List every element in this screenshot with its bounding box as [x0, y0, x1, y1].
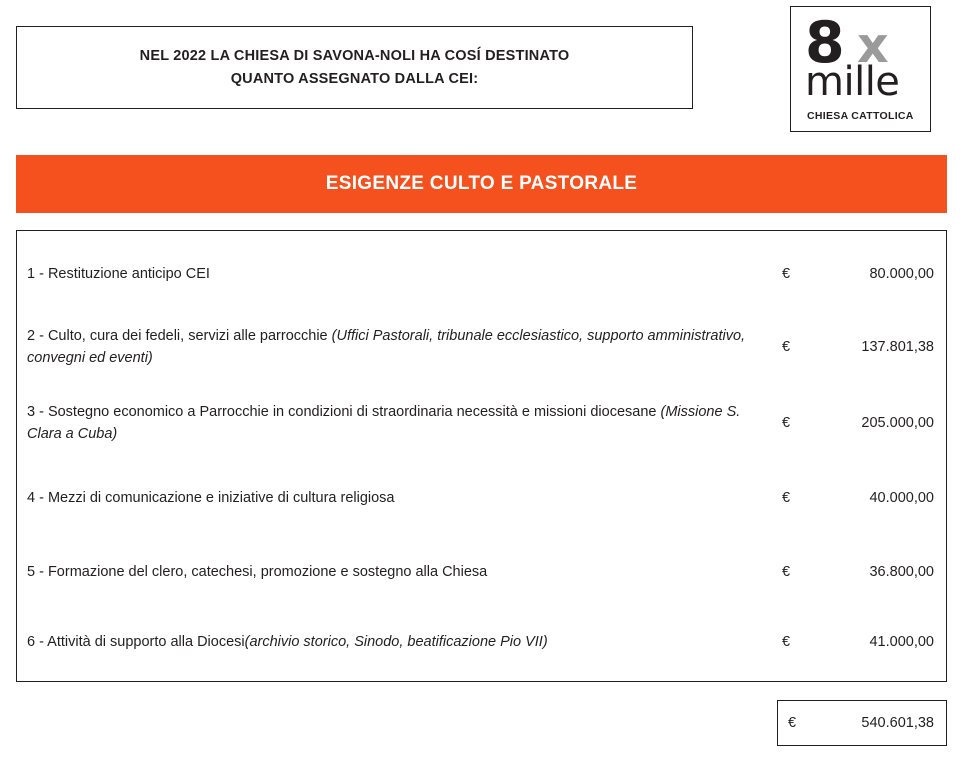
row-amount: 137.801,38 — [861, 339, 934, 355]
row-currency-symbol: € — [782, 266, 791, 282]
title-box — [16, 26, 693, 109]
row-amount: 36.800,00 — [869, 564, 934, 580]
expenses-table — [16, 230, 947, 682]
row-label-detail: (Missione S. Clara a Cuba) — [27, 403, 741, 442]
row-label: 2 - Culto, cura dei fedeli, servizi alle parrocchie (Uffici Pastorali, tribunale ecclesiastico, supporto amministrativo, convegni ed eventi) — [27, 327, 746, 366]
row-currency-symbol: € — [782, 339, 791, 355]
row-amount: 41.000,00 — [869, 634, 934, 650]
title-line-2: QUANTO ASSEGNATO DALLA CEI: — [230, 70, 479, 87]
row-currency-symbol: € — [782, 490, 791, 506]
row-label: 6 - Attività di supporto alla Diocesi(archivio storico, Sinodo, beatificazione Pio VII) — [27, 633, 548, 650]
table-row — [17, 309, 946, 385]
table-row — [17, 535, 946, 609]
logo-subtitle: CHIESA CATTOLICA — [807, 110, 914, 122]
total-amount: 540.601,38 — [861, 715, 934, 731]
section-banner — [16, 155, 947, 213]
title-line-1: NEL 2022 LA CHIESA DI SAVONA-NOLI HA COSÍ DESTINATO — [139, 48, 570, 65]
row-label: 4 - Mezzi di comunicazione e iniziative di cultura religiosa — [27, 489, 395, 506]
table-row — [17, 609, 946, 675]
row-label: 3 - Sostegno economico a Parrocchie in condizioni di straordinaria necessità e missioni diocesane (Missione S. Clara a Cuba) — [27, 403, 741, 442]
logo-eight-glyph: 8 — [805, 10, 845, 76]
table-row — [17, 461, 946, 535]
total-currency-symbol: € — [788, 715, 797, 731]
table-row — [17, 239, 946, 309]
row-label: 1 - Restituzione anticipo CEI — [27, 265, 210, 282]
row-amount: 40.000,00 — [869, 490, 934, 506]
row-amount: 80.000,00 — [869, 266, 934, 282]
logo-x-icon: x — [857, 17, 889, 74]
table-rows — [17, 231, 946, 681]
row-currency-symbol: € — [782, 415, 791, 431]
row-amount: 205.000,00 — [861, 415, 934, 431]
row-label: 5 - Formazione del clero, catechesi, promozione e sostegno alla Chiesa — [27, 563, 488, 580]
table-row — [17, 385, 946, 461]
document-header — [0, 0, 963, 140]
row-currency-symbol: € — [782, 564, 791, 580]
row-label-detail: (Uffici Pastorali, tribunale ecclesiastico, supporto amministrativo, convegni ed eventi) — [27, 327, 746, 366]
row-label-detail: (archivio storico, Sinodo, beatificazione Pio VII) — [244, 633, 548, 650]
eight-per-mille-logo — [790, 6, 931, 132]
total-box — [777, 700, 947, 746]
row-currency-symbol: € — [782, 634, 791, 650]
logo-mille-word: mille — [805, 59, 900, 105]
section-banner-label: ESIGENZE CULTO E PASTORALE — [325, 173, 638, 194]
